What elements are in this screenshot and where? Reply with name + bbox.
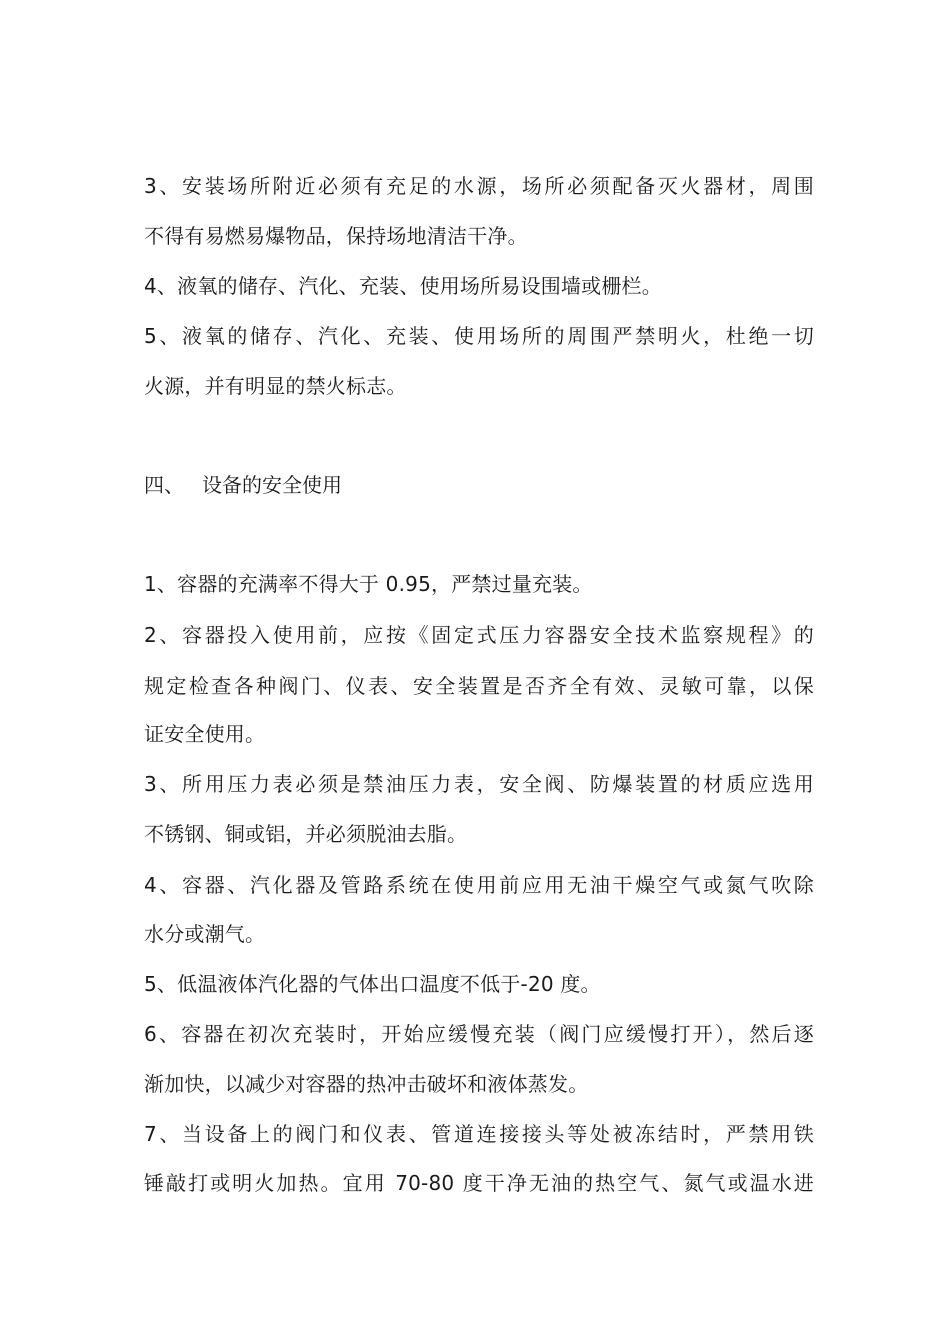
paragraph-line: 不锈钢、铜或铝，并必须脱油去脂。 xyxy=(144,822,468,846)
paragraph-line: 2、容器投入使用前，应按《固定式压力容器安全技术监察规程》的 xyxy=(144,623,814,647)
section-number: 四、 xyxy=(144,473,184,497)
paragraph-line: 5、低温液体汽化器的气体出口温度不低于-20 度。 xyxy=(144,972,601,996)
paragraph-line: 4、液氧的储存、汽化、充装、使用场所易设围墙或栅栏。 xyxy=(144,274,662,298)
paragraph-line: 3、所用压力表必须是禁油压力表，安全阀、防爆装置的材质应选用 xyxy=(144,772,814,796)
paragraph-line: 3、安装场所附近必须有充足的水源，场所必须配备灭火器材，周围 xyxy=(144,174,814,198)
paragraph-line: 水分或潮气。 xyxy=(144,922,266,946)
paragraph-line: 不得有易燃易爆物品，保持场地清洁干净。 xyxy=(144,224,528,248)
paragraph-line: 4、容器、汽化器及管路系统在使用前应用无油干燥空气或氮气吹除 xyxy=(144,873,814,897)
section-title: 设备的安全使用 xyxy=(202,473,342,497)
paragraph-line: 7、当设备上的阀门和仪表、管道连接接头等处被冻结时，严禁用铁 xyxy=(144,1122,814,1146)
section-heading xyxy=(144,471,342,499)
paragraph-line: 渐加快，以减少对容器的热冲击破坏和液体蒸发。 xyxy=(144,1072,589,1096)
paragraph-line: 证安全使用。 xyxy=(144,722,266,746)
paragraph-line: 锤敲打或明火加热。宜用 70-80 度干净无油的热空气、氮气或温水进 xyxy=(144,1171,814,1195)
paragraph-line: 1、容器的充满率不得大于 0.95，严禁过量充装。 xyxy=(144,572,593,596)
paragraph-line: 5、液氧的储存、汽化、充装、使用场所的周围严禁明火，杜绝一切 xyxy=(144,324,814,348)
paragraph-line: 6、容器在初次充装时，开始应缓慢充装（阀门应缓慢打开），然后逐 xyxy=(144,1022,814,1046)
paragraph-line: 火源，并有明显的禁火标志。 xyxy=(144,374,407,398)
paragraph-line: 规定检查各种阀门、仪表、安全装置是否齐全有效、灵敏可靠，以保 xyxy=(144,674,814,698)
